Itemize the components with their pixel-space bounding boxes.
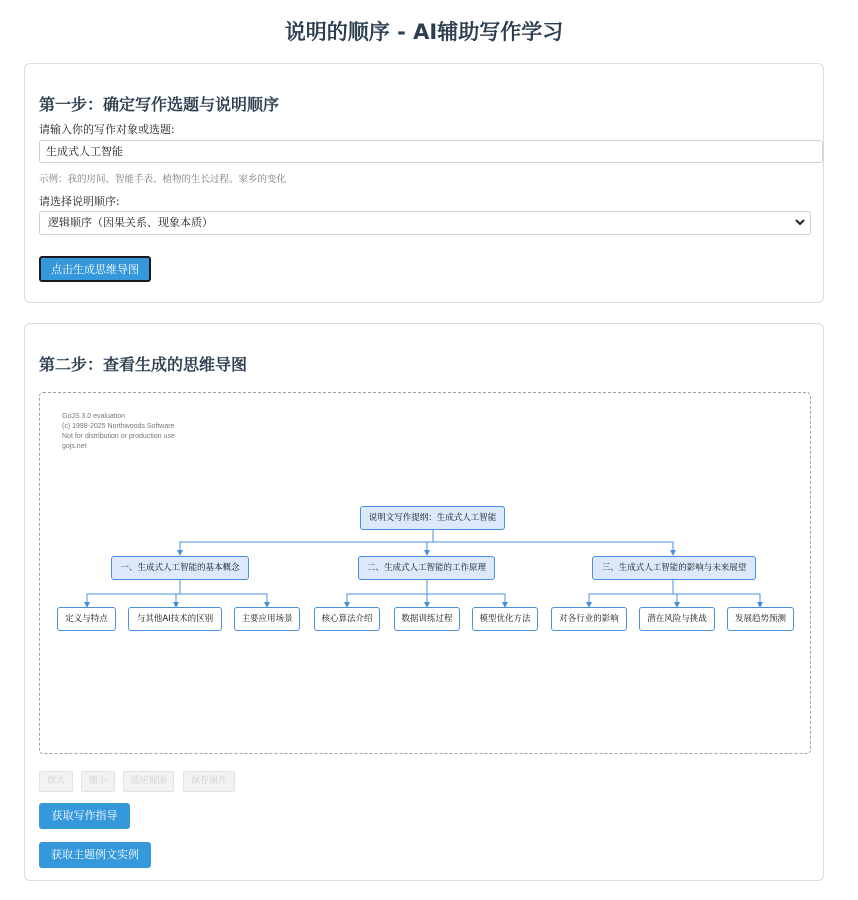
- topic-label: 请输入你的写作对象或选题:: [39, 123, 175, 136]
- generate-mindmap-button[interactable]: 点击生成思维导图: [39, 256, 151, 282]
- step2-card: [24, 323, 824, 881]
- step1-card: [24, 63, 824, 303]
- chevron-down-icon: [794, 212, 806, 242]
- watermark-line: Not for distribution or production use: [62, 433, 175, 440]
- mindmap-canvas[interactable]: [39, 392, 811, 754]
- mindmap-leaf-node[interactable]: 定义与特点: [57, 607, 116, 631]
- writing-guide-button[interactable]: 获取写作指导: [39, 803, 130, 829]
- mindmap-leaf-node[interactable]: 与其他AI技术的区别: [128, 607, 222, 631]
- mindmap-branch-node[interactable]: 三、生成式人工智能的影响与未来展望: [592, 556, 756, 580]
- mindmap-branch-node[interactable]: 一、生成式人工智能的基本概念: [111, 556, 249, 580]
- example-essay-button[interactable]: 获取主题例文实例: [39, 842, 151, 868]
- mindmap-leaf-node[interactable]: 主要应用场景: [234, 607, 300, 631]
- mindmap-leaf-node[interactable]: 发展趋势预测: [727, 607, 794, 631]
- step1-title: 第一步：确定写作选题与说明顺序: [39, 95, 280, 114]
- topic-input[interactable]: 生成式人工智能: [39, 140, 823, 163]
- mindmap-leaf-node[interactable]: 模型优化方法: [472, 607, 538, 631]
- mindmap-leaf-node[interactable]: 潜在风险与挑战: [639, 607, 715, 631]
- mindmap-leaf-node[interactable]: 核心算法介绍: [314, 607, 380, 631]
- mindmap-branch-node[interactable]: 二、生成式人工智能的工作原理: [358, 556, 495, 580]
- save-image-button[interactable]: 保存图片: [183, 771, 235, 792]
- fit-view-button[interactable]: 适应视图: [123, 771, 174, 792]
- mindmap-root-node[interactable]: 说明文写作提纲：生成式人工智能: [360, 506, 505, 530]
- watermark-line: GoJS 3.0 evaluation: [62, 413, 126, 420]
- watermark-line: (c) 1998-2025 Northwoods Software: [62, 423, 175, 430]
- mindmap-leaf-node[interactable]: 数据训练过程: [394, 607, 460, 631]
- zoom-in-button[interactable]: 放大: [39, 771, 73, 792]
- mindmap-leaf-node[interactable]: 对各行业的影响: [551, 607, 627, 631]
- order-select-value: 逻辑顺序（因果关系、现象本质）: [48, 216, 213, 229]
- page-title: 说明的顺序 - AI辅助写作学习: [284, 20, 564, 44]
- step2-title: 第二步：查看生成的思维导图: [39, 355, 248, 374]
- order-select[interactable]: [39, 211, 811, 235]
- zoom-out-button[interactable]: 缩小: [81, 771, 115, 792]
- order-label: 请选择说明顺序:: [39, 195, 120, 208]
- topic-hint: 示例：我的房间、智能手表、植物的生长过程、家乡的变化: [39, 174, 287, 185]
- watermark-line: gojs.net: [62, 443, 87, 450]
